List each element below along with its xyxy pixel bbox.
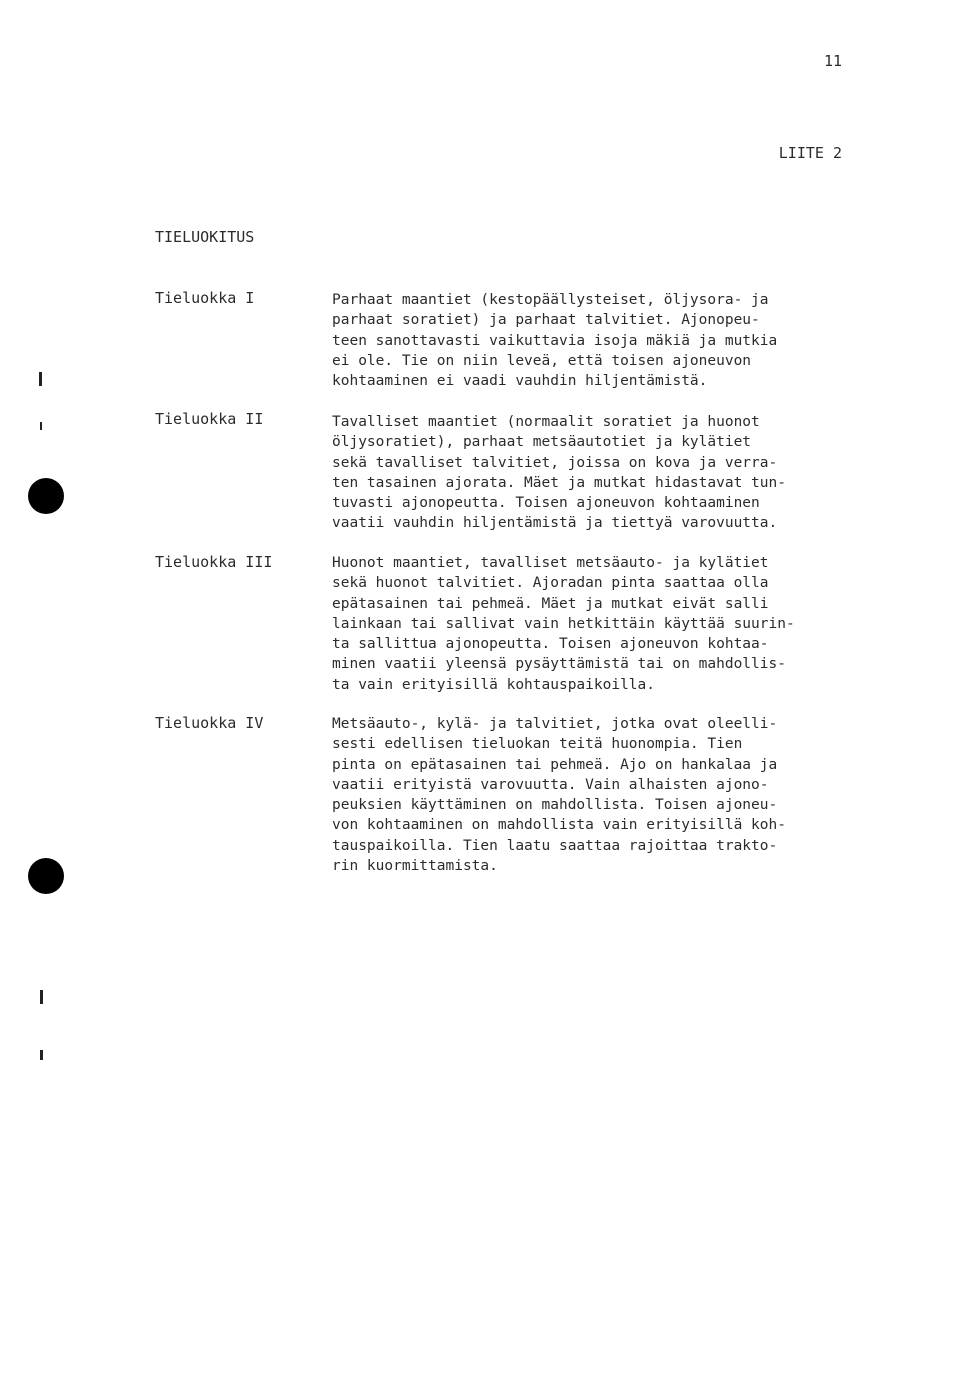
scan-mark <box>39 372 42 386</box>
description-line: rin kuormittamista. <box>332 858 498 875</box>
document-title: TIELUOKITUS <box>155 228 255 246</box>
road-class-label: Tieluokka II <box>155 410 264 428</box>
description-line: lainkaan tai sallivat vain hetkittäin käyttää suurin- <box>332 615 795 632</box>
description-line: öljysoratiet), parhaat metsäautotiet ja kylätiet <box>332 434 752 451</box>
road-class-label: Tieluokka III <box>155 553 273 571</box>
description-line: teen sanottavasti vaikuttavia isoja mäkiä ja mutkia <box>332 332 778 349</box>
description-line: tuvasti ajonopeutta. Toisen ajoneuvon kohtaaminen <box>332 495 760 512</box>
description-line: sekä tavalliset talvitiet, joissa on kova ja verra- <box>332 454 778 471</box>
description-line: sesti edellisen tieluokan teitä huonompia. Tien <box>332 736 743 753</box>
description-line: epätasainen tai pehmeä. Mäet ja mutkat eivät salli <box>332 595 769 612</box>
description-line: minen vaatii yleensä pysäyttämistä tai on mahdollis- <box>332 656 786 673</box>
description-line: peuksien käyttäminen on mahdollista. Toisen ajoneu- <box>332 797 778 814</box>
road-class-description <box>332 290 844 391</box>
description-line: ta sallittua ajonopeutta. Toisen ajoneuvon kohtaa- <box>332 636 769 653</box>
description-line: tauspaikoilla. Tien laatu saattaa rajoittaa trakto- <box>332 837 778 854</box>
appendix-label: LIITE 2 <box>778 144 842 162</box>
description-line: vaatii vauhdin hiljentämistä ja tiettyä varovuutta. <box>332 515 778 532</box>
description-line: Metsäauto-, kylä- ja talvitiet, jotka ovat oleelli- <box>332 716 778 732</box>
description-line: parhaat soratiet) ja parhaat talvitiet. Ajonopeu- <box>332 312 760 329</box>
road-class-description <box>332 714 844 876</box>
description-line: vaatii erityistä varovuutta. Vain alhaisten ajono- <box>332 776 769 793</box>
description-line: von kohtaaminen on mahdollista vain erityisillä koh- <box>332 817 786 834</box>
description-line: Huonot maantiet, tavalliset metsäauto- ja kylätiet <box>332 555 769 571</box>
road-class-label: Tieluokka IV <box>155 714 264 732</box>
description-line: sekä huonot talvitiet. Ajoradan pinta saattaa olla <box>332 575 769 592</box>
scan-mark <box>40 990 43 1004</box>
road-class-description <box>332 553 844 695</box>
description-line: ei ole. Tie on niin leveä, että toisen ajoneuvon <box>332 352 752 369</box>
page-number: 11 <box>823 52 842 70</box>
description-line: ten tasainen ajorata. Mäet ja mutkat hidastavat tun- <box>332 474 786 491</box>
description-line: Parhaat maantiet (kestopäällysteiset, öljysora- ja <box>332 292 769 308</box>
scan-mark <box>40 1050 43 1060</box>
description-line: kohtaaminen ei vaadi vauhdin hiljentämistä. <box>332 373 708 390</box>
road-class-label: Tieluokka I <box>155 289 255 307</box>
binder-hole <box>28 478 64 514</box>
binder-hole <box>28 858 64 894</box>
scan-mark <box>40 422 42 430</box>
description-line: pinta on epätasainen tai pehmeä. Ajo on hankalaa ja <box>332 756 778 773</box>
description-line: Tavalliset maantiet (normaalit soratiet ja huonot <box>332 414 760 430</box>
description-line: ta vain erityisillä kohtauspaikoilla. <box>332 676 656 693</box>
road-class-description <box>332 412 844 534</box>
